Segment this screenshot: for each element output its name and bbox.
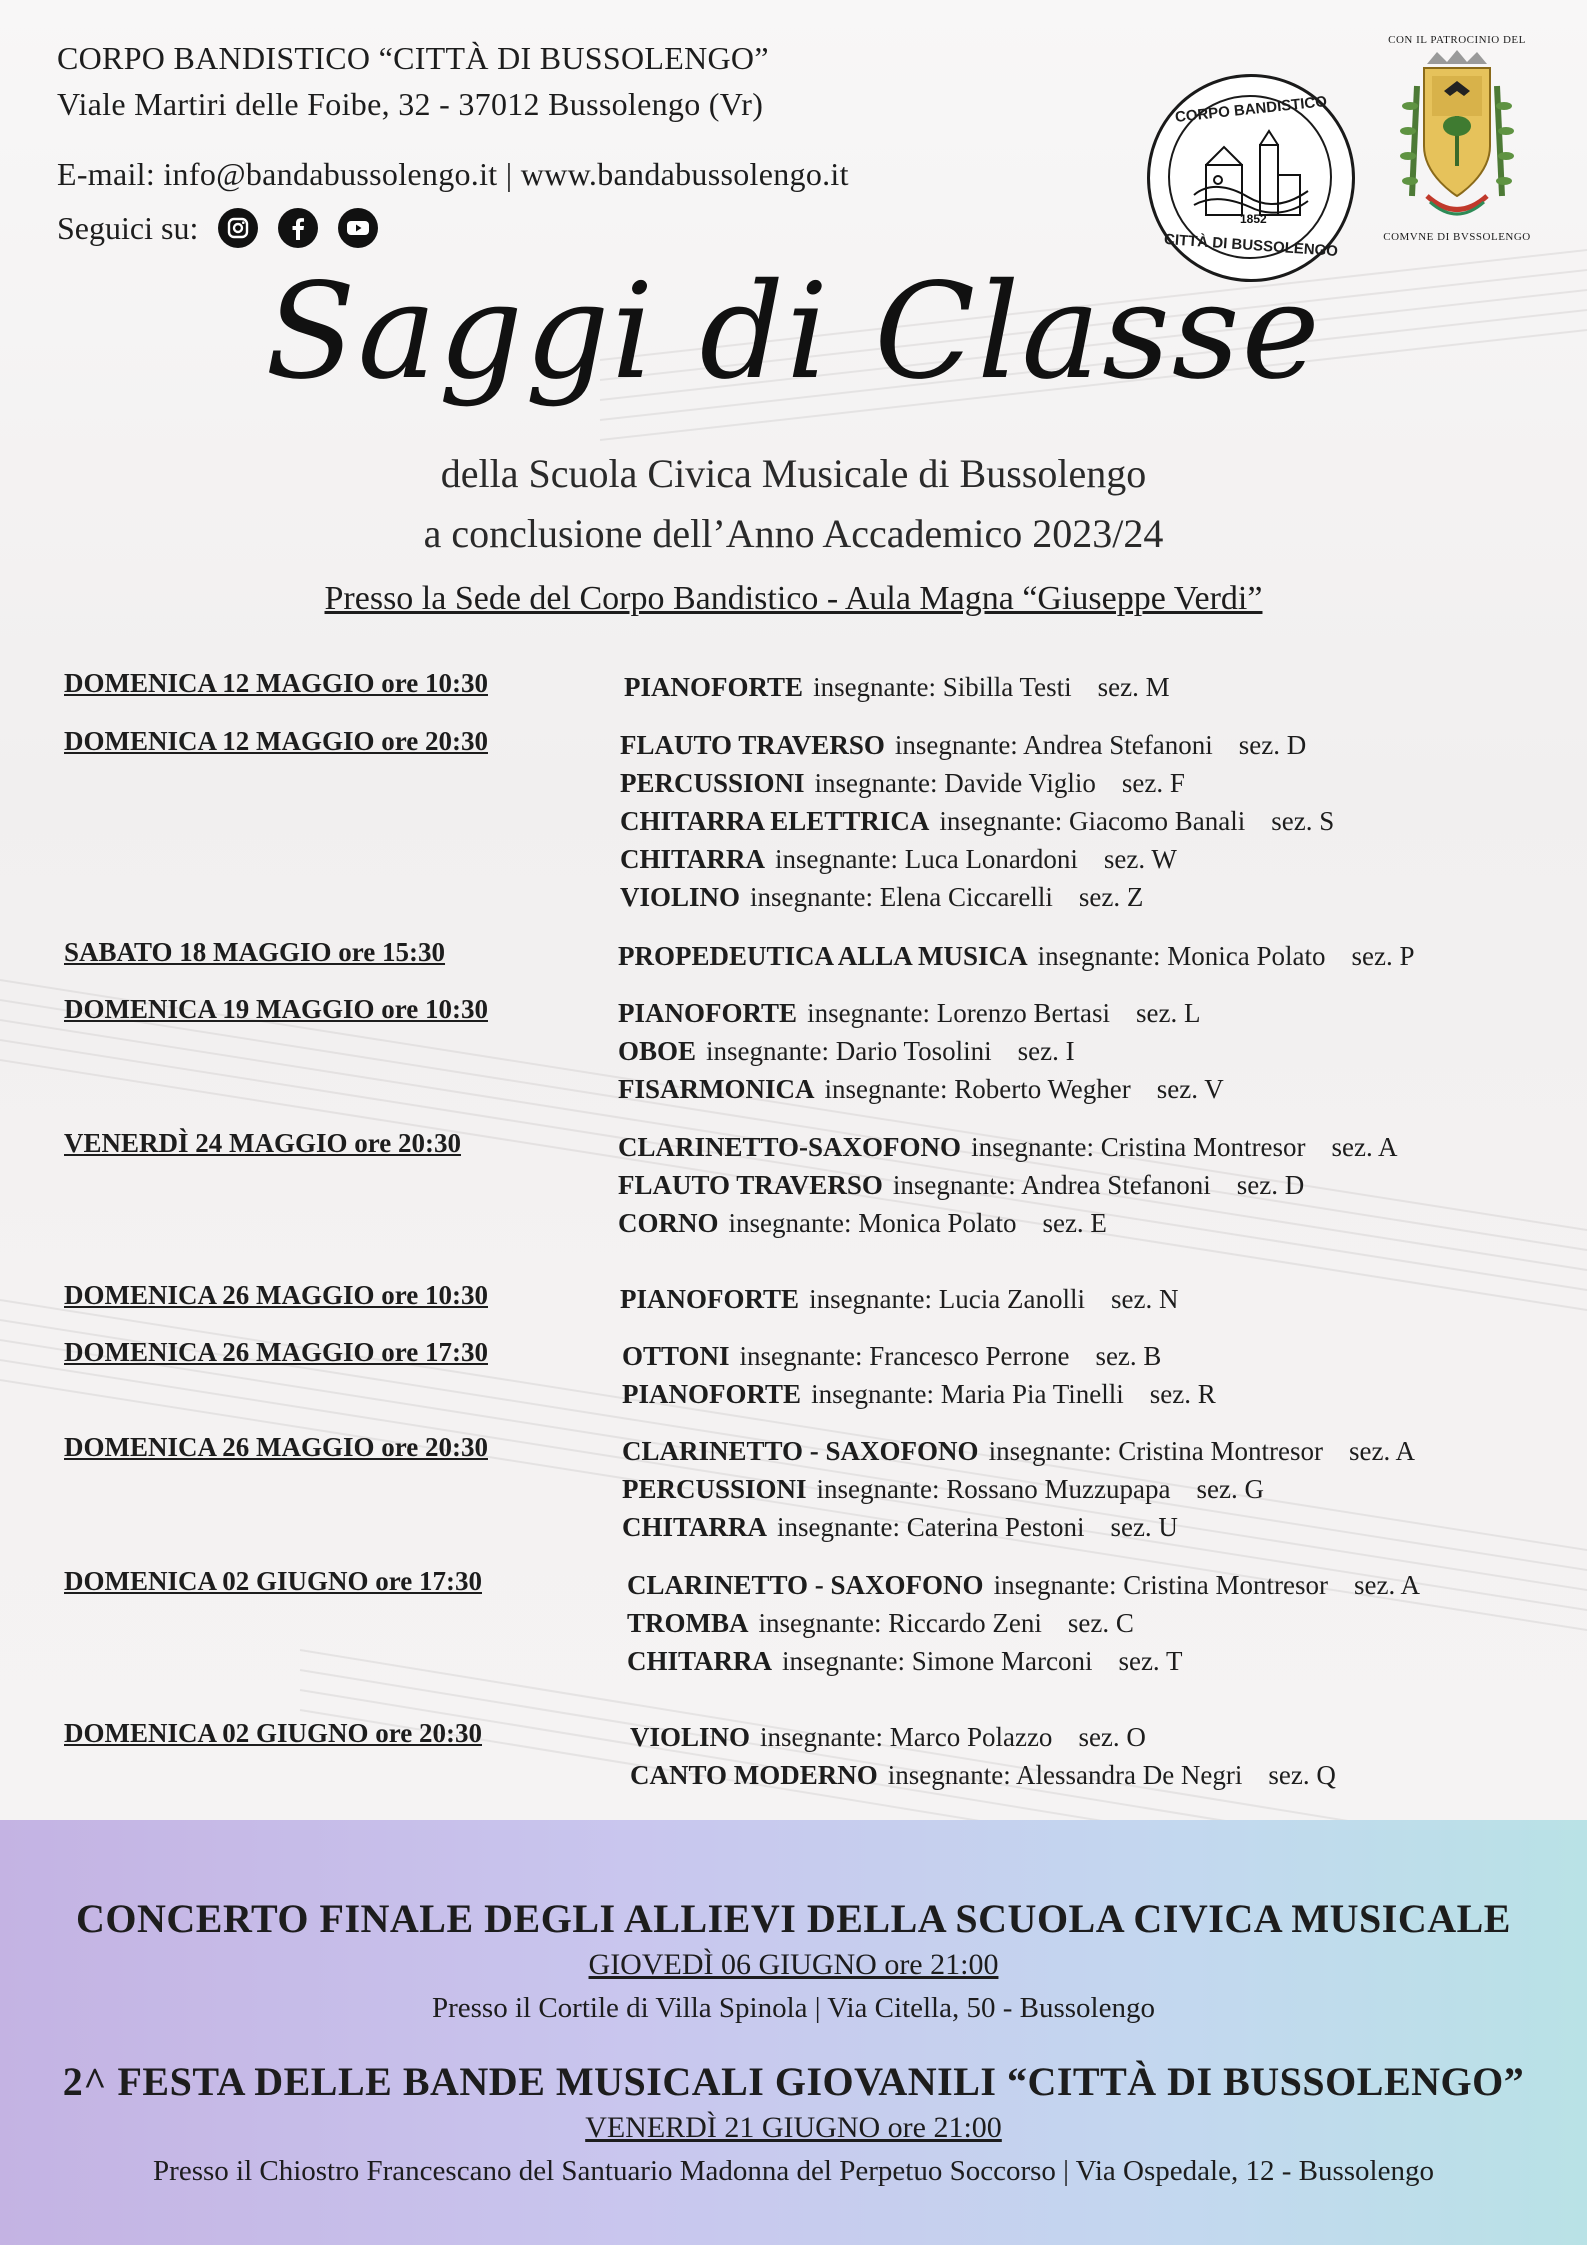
lesson-item [620,726,1334,764]
lesson-instrument: CANTO MODERNO [630,1760,878,1790]
seal-year: 1852 [1240,212,1267,225]
lesson-item [622,1375,1216,1413]
schedule-lessons [620,726,1334,916]
lesson-section: sez. A [1354,1570,1420,1600]
event-date-festival: VENERDÌ 21 GIUGNO ore 21:00 [585,2111,1002,2144]
lesson-teacher: insegnante: Andrea Stefanoni [894,730,1213,760]
lesson-section: sez. I [1017,1036,1075,1066]
lesson-teacher: insegnante: Dario Tosolini [706,1036,992,1066]
schedule-date: DOMENICA 26 MAGGIO ore 10:30 [64,1280,488,1310]
lesson-section: sez. F [1121,768,1185,798]
lesson-item [620,764,1334,802]
lesson-item [630,1756,1336,1794]
lesson-item [620,1280,1178,1318]
schedule-date: DOMENICA 12 MAGGIO ore 20:30 [64,726,488,756]
contact-line[interactable]: E-mail: info@bandabussolengo.it | www.bandabussolengo.it [57,156,849,192]
lesson-instrument: CHITARRA [627,1646,773,1676]
crest-caption-bottom: COMVNE DI BVSSOLENGO [1383,231,1531,243]
lesson-item [620,802,1334,840]
lesson-instrument: OBOE [618,1036,697,1066]
lesson-section: sez. S [1271,806,1335,836]
lesson-item [620,840,1334,878]
lesson-section: sez. M [1097,672,1170,702]
lesson-teacher: insegnante: Caterina Pestoni [777,1512,1085,1542]
lesson-teacher: insegnante: Lorenzo Bertasi [807,998,1110,1028]
lesson-section: sez. U [1110,1512,1178,1542]
lesson-section: sez. V [1156,1074,1224,1104]
lesson-section: sez. A [1331,1132,1398,1162]
org-name: CORPO BANDISTICO “CITTÀ DI BUSSOLENGO” [57,40,769,76]
lesson-teacher: insegnante: Rossano Muzzupapa [816,1474,1171,1504]
lesson-teacher: insegnante: Francesco Perrone [739,1341,1070,1371]
lesson-teacher: insegnante: Monica Polato [1037,941,1326,971]
lesson-teacher: insegnante: Marco Polazzo [760,1722,1053,1752]
venue-line: Presso la Sede del Corpo Bandistico - Aula Magna “Giuseppe Verdi” [324,580,1263,617]
lesson-section: sez. T [1118,1646,1183,1676]
schedule-lessons [622,1337,1216,1413]
lesson-item [622,1470,1415,1508]
lesson-section: sez. D [1236,1170,1305,1200]
lesson-section: sez. Z [1078,882,1144,912]
lesson-teacher: insegnante: Monica Polato [728,1208,1017,1238]
lesson-section: sez. Q [1268,1760,1336,1790]
lesson-teacher: insegnante: Lucia Zanolli [809,1284,1085,1314]
lesson-item [620,878,1334,916]
lesson-item [622,1432,1415,1470]
lesson-teacher: insegnante: Maria Pia Tinelli [811,1379,1124,1409]
schedule-lessons [627,1566,1420,1680]
schedule-lessons [618,1128,1398,1242]
church-tower-icon [1188,125,1314,225]
lesson-teacher: insegnante: Giacomo Banali [939,806,1246,836]
lesson-teacher: insegnante: Simone Marconi [782,1646,1093,1676]
lesson-instrument: PIANOFORTE [624,672,804,702]
lesson-instrument: CHITARRA [622,1512,768,1542]
lesson-instrument: VIOLINO [630,1722,751,1752]
lesson-teacher: insegnante: Sibilla Testi [813,672,1072,702]
lesson-section: sez. O [1078,1722,1146,1752]
subtitle-school: della Scuola Civica Musicale di Bussolengo [440,451,1147,496]
lesson-item [618,1032,1224,1070]
lesson-teacher: insegnante: Davide Viglio [814,768,1096,798]
schedule-lessons [622,1432,1415,1546]
lesson-instrument: CHITARRA ELETTRICA [620,806,930,836]
lesson-section: sez. B [1095,1341,1162,1371]
lesson-instrument: PERCUSSIONI [620,768,805,798]
social-links [57,208,378,248]
lesson-teacher: insegnante: Cristina Montresor [993,1570,1329,1600]
lesson-teacher: insegnante: Luca Lonardoni [775,844,1078,874]
follow-label: Seguici su: [57,209,199,246]
band-seal-logo [1147,74,1355,282]
lesson-item [627,1642,1420,1680]
lesson-item [618,994,1224,1032]
lesson-teacher: insegnante: Roberto Wegher [824,1074,1131,1104]
lesson-instrument: PIANOFORTE [618,998,798,1028]
lesson-section: sez. R [1149,1379,1216,1409]
lesson-item [627,1566,1420,1604]
lesson-instrument: CLARINETTO - SAXOFONO [622,1436,979,1466]
event-date-concert: GIOVEDÌ 06 GIUGNO ore 21:00 [588,1948,999,1981]
lesson-instrument: OTTONI [622,1341,730,1371]
lesson-teacher: insegnante: Cristina Montresor [971,1132,1306,1162]
lesson-item [618,937,1415,975]
lesson-item [618,1204,1398,1242]
schedule-lessons [624,668,1170,706]
lesson-teacher: insegnante: Cristina Montresor [988,1436,1324,1466]
instagram-icon[interactable] [218,208,258,248]
schedule-lessons [618,937,1415,975]
lesson-section: sez. D [1238,730,1307,760]
event-title-festival: 2^ FESTA DELLE BANDE MUSICALI GIOVANILI “CITTÀ DI BUSSOLENGO” [62,2059,1525,2104]
event-place-concert: Presso il Cortile di Villa Spinola | Via Citella, 50 - Bussolengo [431,1992,1155,2024]
lesson-instrument: PIANOFORTE [622,1379,802,1409]
youtube-icon[interactable] [338,208,378,248]
lesson-instrument: TROMBA [627,1608,749,1638]
subtitle-academic-year: a conclusione dell’Anno Accademico 2023/24 [423,511,1164,556]
lesson-item [624,668,1170,706]
lesson-teacher: insegnante: Riccardo Zeni [758,1608,1042,1638]
lesson-teacher: insegnante: Elena Ciccarelli [750,882,1053,912]
lesson-instrument: PROPEDEUTICA ALLA MUSICA [618,941,1028,971]
coat-of-arms-icon [1392,46,1522,226]
lesson-item [622,1508,1415,1546]
lesson-section: sez. L [1135,998,1201,1028]
lesson-item [627,1604,1420,1642]
lesson-instrument: VIOLINO [620,882,741,912]
event-title-concert: CONCERTO FINALE DEGLI ALLIEVI DELLA SCUOLA CIVICA MUSICALE [76,1896,1511,1941]
lesson-instrument: CORNO [618,1208,719,1238]
page-title: Saggi di Classe [265,255,1322,409]
lesson-instrument: PIANOFORTE [620,1284,800,1314]
schedule-date: DOMENICA 02 GIUGNO ore 20:30 [64,1718,482,1748]
schedule-date: DOMENICA 26 MAGGIO ore 17:30 [64,1337,488,1367]
schedule-lessons [618,994,1224,1108]
schedule-date: DOMENICA 12 MAGGIO ore 10:30 [64,668,488,698]
lesson-teacher: insegnante: Alessandra De Negri [887,1760,1243,1790]
lesson-section: sez. C [1067,1608,1134,1638]
schedule-date: DOMENICA 19 MAGGIO ore 10:30 [64,994,488,1024]
lesson-section: sez. A [1349,1436,1415,1466]
municipal-crest [1382,34,1532,243]
lesson-instrument: CLARINETTO-SAXOFONO [618,1132,962,1162]
lesson-instrument: PERCUSSIONI [622,1474,807,1504]
events-band [0,1820,1587,2245]
lesson-instrument: CLARINETTO - SAXOFONO [627,1570,984,1600]
lesson-item [618,1166,1398,1204]
lesson-item [622,1337,1216,1375]
lesson-item [618,1070,1224,1108]
schedule-lessons [620,1280,1178,1318]
org-address: Viale Martiri delle Foibe, 32 - 37012 Bussolengo (Vr) [57,86,764,122]
lesson-section: sez. W [1103,844,1177,874]
lesson-section: sez. N [1110,1284,1179,1314]
event-place-festival: Presso il Chiostro Francescano del Santuario Madonna del Perpetuo Soccorso | Via Ospedale, 12 - Bussolengo [153,2155,1434,2187]
facebook-icon[interactable] [278,208,318,248]
schedule-date: DOMENICA 02 GIUGNO ore 17:30 [64,1566,482,1596]
lesson-section: sez. G [1196,1474,1264,1504]
schedule-lessons [630,1718,1336,1794]
lesson-instrument: FLAUTO TRAVERSO [620,730,885,760]
lesson-section: sez. P [1351,941,1415,971]
lesson-item [618,1128,1398,1166]
seal-bottom-text: CITTÀ DI BUSSOLENGO [1163,230,1339,261]
lesson-teacher: insegnante: Andrea Stefanoni [892,1170,1211,1200]
lesson-instrument: FLAUTO TRAVERSO [618,1170,883,1200]
schedule-date: SABATO 18 MAGGIO ore 15:30 [64,937,446,967]
lesson-item [630,1718,1336,1756]
crest-caption-top: CON IL PATROCINIO DEL [1388,34,1526,46]
schedule-date: VENERDÌ 24 MAGGIO ore 20:30 [64,1128,461,1158]
schedule-date: DOMENICA 26 MAGGIO ore 20:30 [64,1432,488,1462]
lesson-instrument: CHITARRA [620,844,766,874]
seal-top-text: CORPO BANDISTICO [1174,93,1328,126]
lesson-section: sez. E [1042,1208,1107,1238]
lesson-instrument: FISARMONICA [618,1074,815,1104]
